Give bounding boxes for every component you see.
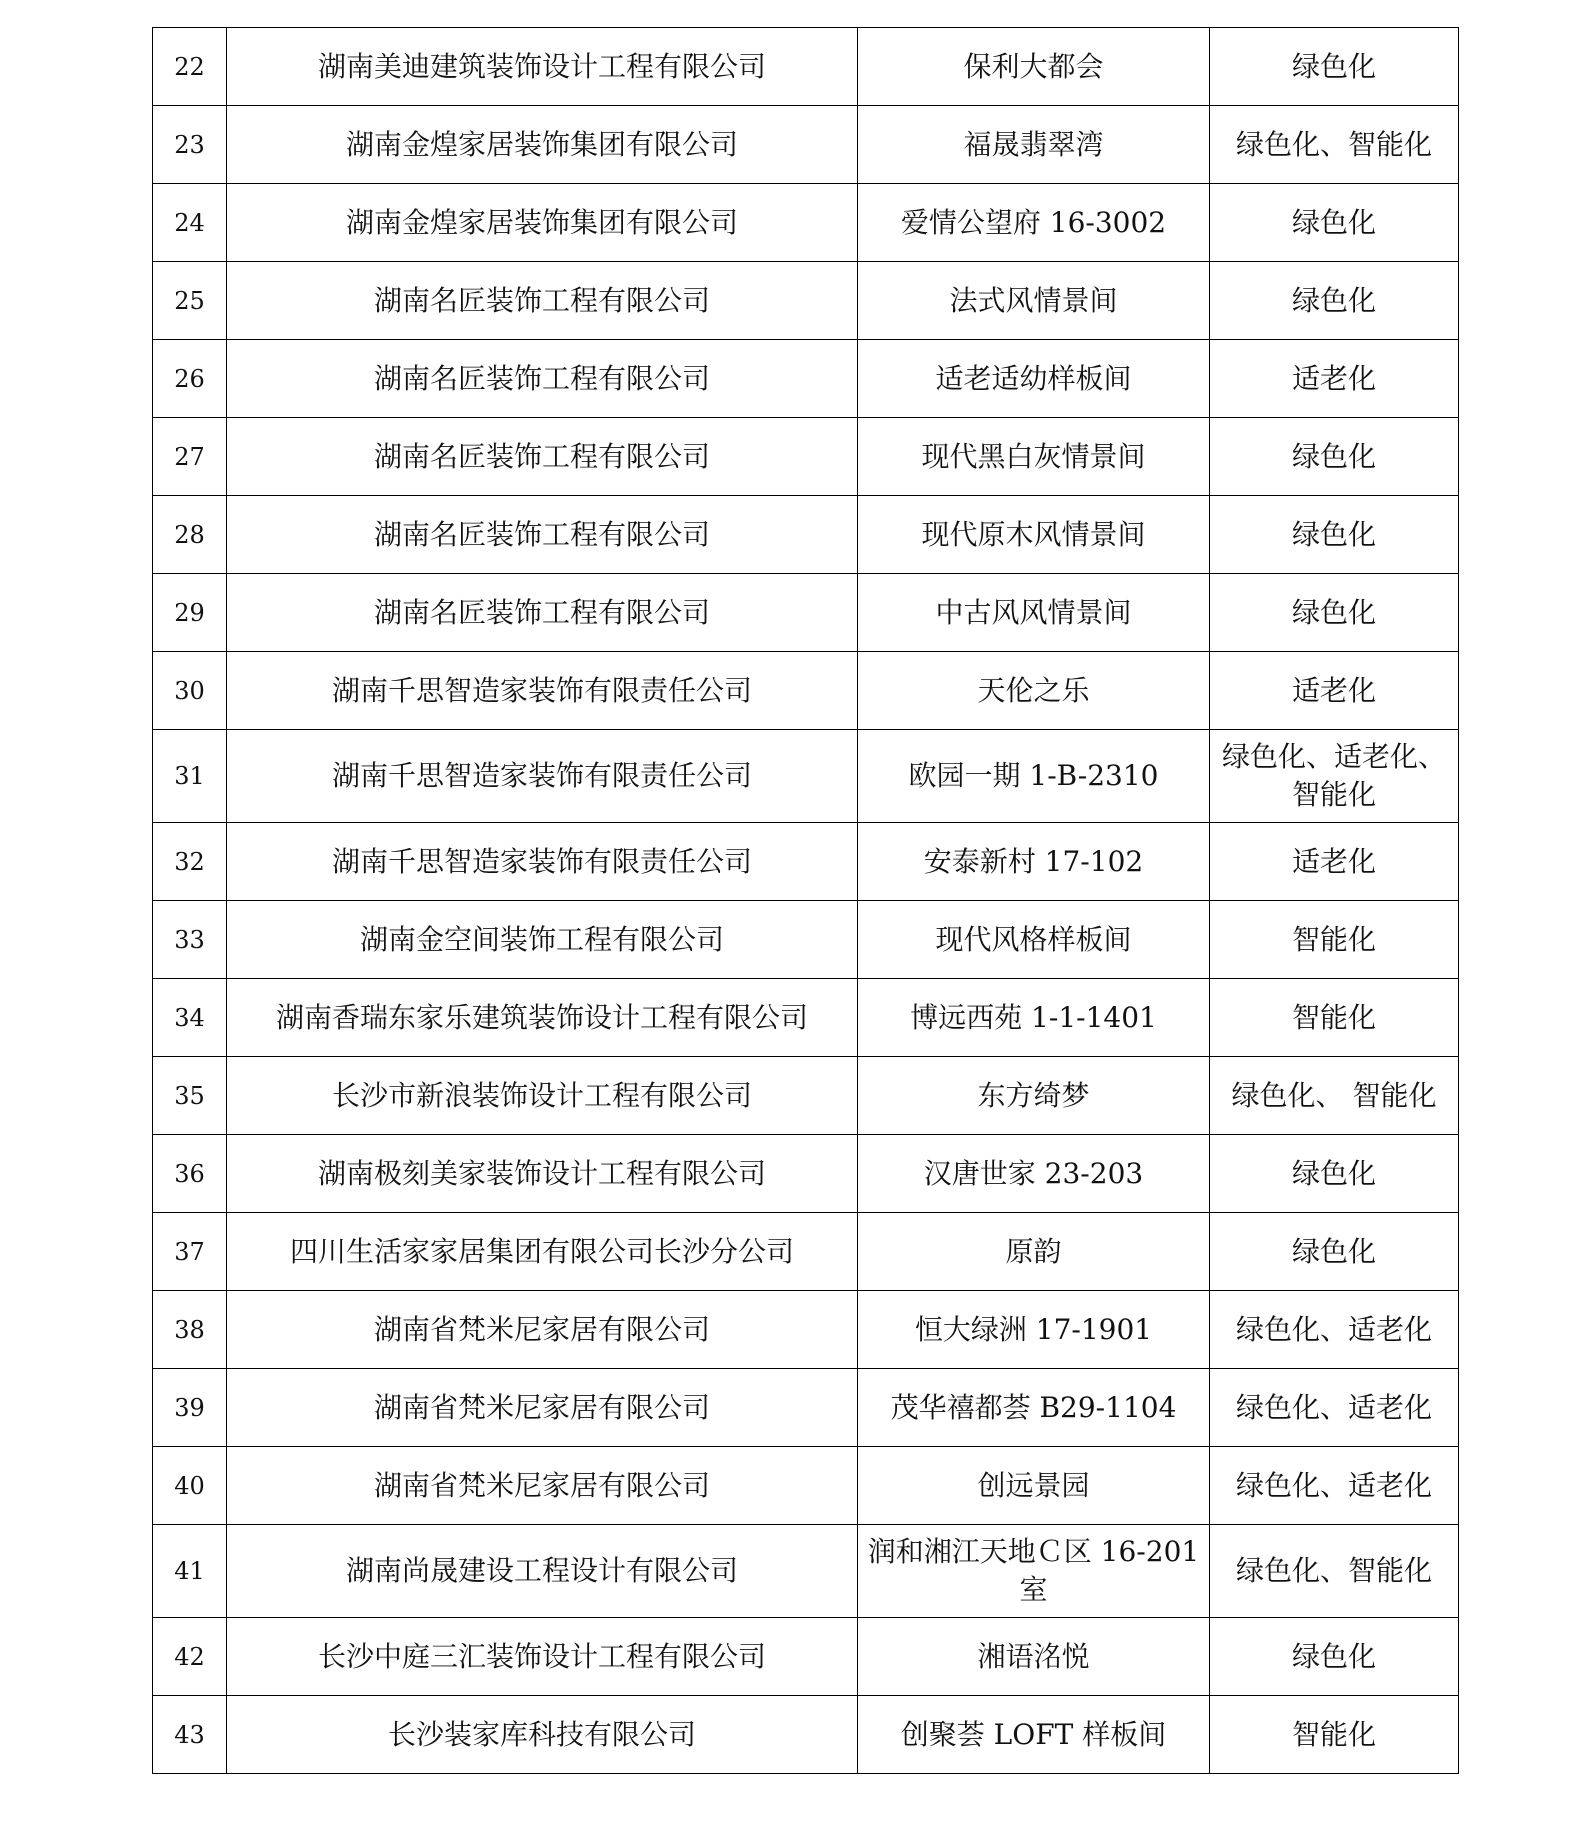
- project-type: 智能化: [1210, 1696, 1459, 1774]
- company-name: 湖南省梵米尼家居有限公司: [227, 1369, 858, 1447]
- project-type: 绿色化、适老化: [1210, 1369, 1459, 1447]
- company-name: 湖南香瑞东家乐建筑装饰设计工程有限公司: [227, 979, 858, 1057]
- project-type: 绿色化: [1210, 1618, 1459, 1696]
- row-number: 40: [153, 1447, 227, 1525]
- row-number: 25: [153, 262, 227, 340]
- table-row: [153, 1369, 1459, 1447]
- company-name: 湖南极刻美家装饰设计工程有限公司: [227, 1135, 858, 1213]
- row-number: 37: [153, 1213, 227, 1291]
- table-row: [153, 28, 1459, 106]
- row-number: 41: [153, 1525, 227, 1618]
- project-name: 保利大都会: [858, 28, 1210, 106]
- row-number: 42: [153, 1618, 227, 1696]
- row-number: 24: [153, 184, 227, 262]
- company-name: 湖南名匠装饰工程有限公司: [227, 262, 858, 340]
- company-name: 湖南名匠装饰工程有限公司: [227, 574, 858, 652]
- company-name: 湖南千思智造家装饰有限责任公司: [227, 652, 858, 730]
- row-number: 36: [153, 1135, 227, 1213]
- project-type: 绿色化、智能化: [1210, 1525, 1459, 1618]
- project-name: 恒大绿洲 17-1901: [858, 1291, 1210, 1369]
- table-row: [153, 730, 1459, 823]
- table-row: [153, 184, 1459, 262]
- project-name: 中古风风情景间: [858, 574, 1210, 652]
- project-name: 湘语洺悦: [858, 1618, 1210, 1696]
- company-name: 湖南千思智造家装饰有限责任公司: [227, 823, 858, 901]
- company-name: 长沙装家库科技有限公司: [227, 1696, 858, 1774]
- table-row: [153, 1525, 1459, 1618]
- row-number: 22: [153, 28, 227, 106]
- table-row: [153, 1057, 1459, 1135]
- company-name: 长沙中庭三汇装饰设计工程有限公司: [227, 1618, 858, 1696]
- table-row: [153, 1447, 1459, 1525]
- project-type: 适老化: [1210, 652, 1459, 730]
- project-type: 绿色化、适老化、智能化: [1210, 730, 1459, 823]
- project-type: 绿色化: [1210, 418, 1459, 496]
- project-type: 绿色化、适老化: [1210, 1291, 1459, 1369]
- project-name: 汉唐世家 23-203: [858, 1135, 1210, 1213]
- project-name: 欧园一期 1-B-2310: [858, 730, 1210, 823]
- table-row: [153, 262, 1459, 340]
- project-name: 现代黑白灰情景间: [858, 418, 1210, 496]
- row-number: 27: [153, 418, 227, 496]
- company-project-table: [152, 27, 1459, 1774]
- table-row: [153, 574, 1459, 652]
- project-type: 绿色化、智能化: [1210, 106, 1459, 184]
- company-name: 湖南省梵米尼家居有限公司: [227, 1291, 858, 1369]
- table-row: [153, 496, 1459, 574]
- table-row: [153, 1135, 1459, 1213]
- company-name: 湖南千思智造家装饰有限责任公司: [227, 730, 858, 823]
- row-number: 43: [153, 1696, 227, 1774]
- table-body: [153, 28, 1459, 1774]
- project-type: 绿色化: [1210, 262, 1459, 340]
- project-type: 绿色化、适老化: [1210, 1447, 1459, 1525]
- row-number: 26: [153, 340, 227, 418]
- project-type: 绿色化: [1210, 574, 1459, 652]
- project-type: 绿色化: [1210, 28, 1459, 106]
- table-row: [153, 901, 1459, 979]
- table-row: [153, 1618, 1459, 1696]
- project-name: 福晟翡翠湾: [858, 106, 1210, 184]
- project-type: 适老化: [1210, 340, 1459, 418]
- row-number: 34: [153, 979, 227, 1057]
- company-name: 湖南尚晟建设工程设计有限公司: [227, 1525, 858, 1618]
- row-number: 35: [153, 1057, 227, 1135]
- row-number: 28: [153, 496, 227, 574]
- company-name: 湖南省梵米尼家居有限公司: [227, 1447, 858, 1525]
- project-type: 绿色化: [1210, 184, 1459, 262]
- company-name: 湖南金煌家居装饰集团有限公司: [227, 184, 858, 262]
- project-type: 智能化: [1210, 979, 1459, 1057]
- project-name: 博远西苑 1-1-1401: [858, 979, 1210, 1057]
- project-name: 现代原木风情景间: [858, 496, 1210, 574]
- row-number: 39: [153, 1369, 227, 1447]
- table-row: [153, 418, 1459, 496]
- project-name: 原韵: [858, 1213, 1210, 1291]
- row-number: 33: [153, 901, 227, 979]
- project-name: 创聚荟 LOFT 样板间: [858, 1696, 1210, 1774]
- project-type: 绿色化: [1210, 1135, 1459, 1213]
- project-type: 绿色化: [1210, 1213, 1459, 1291]
- project-name: 天伦之乐: [858, 652, 1210, 730]
- table-row: [153, 823, 1459, 901]
- row-number: 32: [153, 823, 227, 901]
- company-name: 四川生活家家居集团有限公司长沙分公司: [227, 1213, 858, 1291]
- row-number: 38: [153, 1291, 227, 1369]
- company-name: 湖南名匠装饰工程有限公司: [227, 496, 858, 574]
- table-row: [153, 1213, 1459, 1291]
- company-name: 湖南金煌家居装饰集团有限公司: [227, 106, 858, 184]
- company-name: 湖南美迪建筑装饰设计工程有限公司: [227, 28, 858, 106]
- project-type: 绿色化: [1210, 496, 1459, 574]
- project-type: 智能化: [1210, 901, 1459, 979]
- project-name: 适老适幼样板间: [858, 340, 1210, 418]
- row-number: 31: [153, 730, 227, 823]
- project-name: 创远景园: [858, 1447, 1210, 1525]
- row-number: 29: [153, 574, 227, 652]
- project-name: 法式风情景间: [858, 262, 1210, 340]
- table-row: [153, 1696, 1459, 1774]
- company-name: 湖南名匠装饰工程有限公司: [227, 418, 858, 496]
- project-name: 安泰新村 17-102: [858, 823, 1210, 901]
- row-number: 30: [153, 652, 227, 730]
- table-row: [153, 106, 1459, 184]
- company-name: 长沙市新浪装饰设计工程有限公司: [227, 1057, 858, 1135]
- project-name: 东方绮梦: [858, 1057, 1210, 1135]
- project-name: 爱情公望府 16-3002: [858, 184, 1210, 262]
- row-number: 23: [153, 106, 227, 184]
- project-name: 现代风格样板间: [858, 901, 1210, 979]
- project-name: 润和湘江天地Ｃ区 16-201 室: [858, 1525, 1210, 1618]
- table-row: [153, 1291, 1459, 1369]
- project-type: 适老化: [1210, 823, 1459, 901]
- table-row: [153, 340, 1459, 418]
- project-type: 绿色化、 智能化: [1210, 1057, 1459, 1135]
- table-row: [153, 652, 1459, 730]
- company-name: 湖南金空间装饰工程有限公司: [227, 901, 858, 979]
- company-name: 湖南名匠装饰工程有限公司: [227, 340, 858, 418]
- project-name: 茂华禧都荟 B29-1104: [858, 1369, 1210, 1447]
- table-row: [153, 979, 1459, 1057]
